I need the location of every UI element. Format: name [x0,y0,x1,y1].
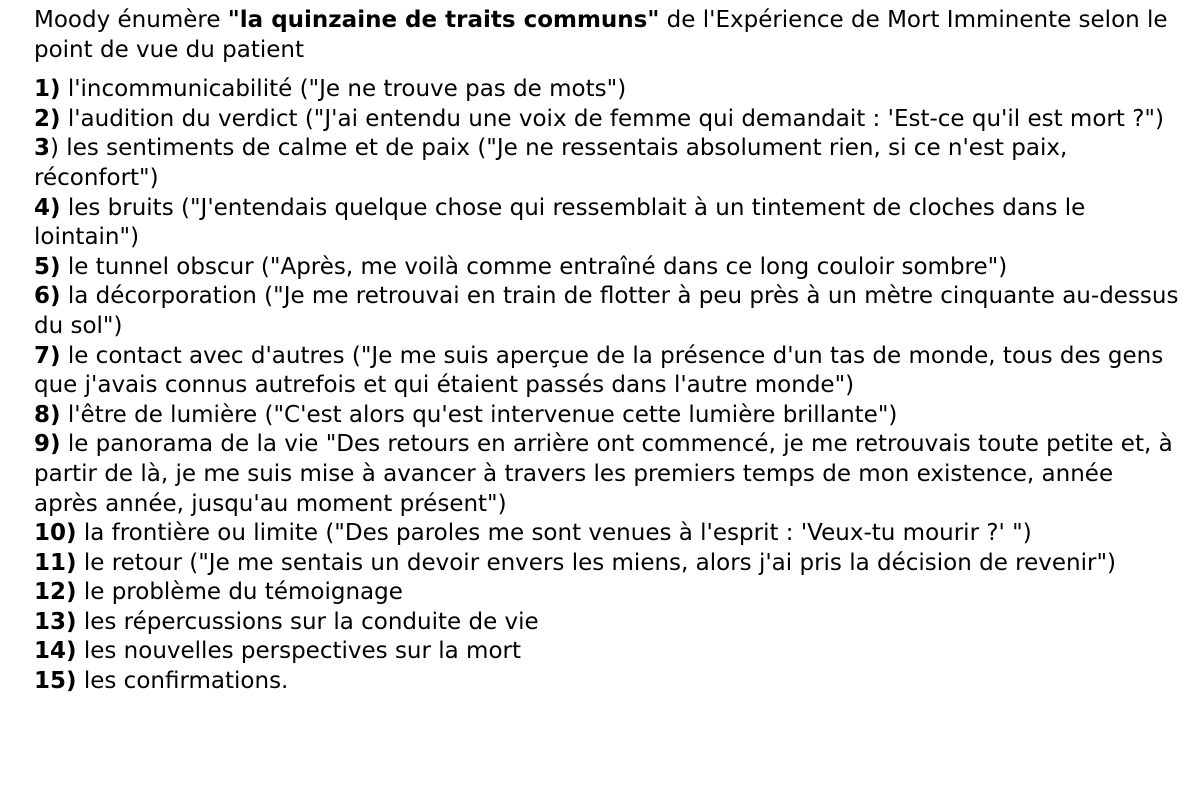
intro-paragraph [34,6,1184,65]
item-text: l'être de lumière ("C'est alors qu'est intervenue cette lumière brillante") [60,401,898,428]
list-item [34,134,1184,193]
item-number: 8) [34,401,61,428]
item-number: 7) [34,342,61,369]
item-text: les bruits ("J'entendais quelque chose qui ressemblait à un tintement de cloches dans le lointain") [34,194,1086,251]
item-number: 10) [34,520,77,547]
list-item [34,430,1184,519]
item-number-paren: ) [50,135,59,162]
item-text: le problème du témoignage [76,579,403,606]
list-item [34,75,1184,105]
list-item [34,519,1184,549]
item-text: le retour ("Je me sentais un devoir envers les miens, alors j'ai pris la décision de revenir") [76,549,1117,576]
intro-after: de l'Expérience de Mort Imminente selon le point de vue du patient [34,7,1168,63]
list-item [34,401,1184,431]
item-number: 14) [34,638,77,665]
item-number: 6) [34,283,61,310]
list-item [34,105,1184,135]
item-number: 12) [34,579,77,606]
list-item [34,578,1184,608]
item-text: les nouvelles perspectives sur la mort [76,638,522,665]
item-text: la décorporation ("Je me retrouvai en train de flotter à peu près à un mètre cinquante au-dessus du sol") [34,283,1179,339]
item-number: 15) [34,668,77,695]
item-text: l'incommunicabilité ("Je ne trouve pas de mots") [60,76,627,103]
item-number: 5) [34,253,61,280]
intro-bold-phrase: "la quinzaine de traits communs" [227,7,660,33]
item-number: 13) [34,608,77,635]
list-item [34,549,1184,579]
list-item [34,253,1184,283]
item-number: 1) [34,76,61,103]
item-number: 2) [34,105,61,132]
item-number: 3 [34,135,51,162]
list-item [34,342,1184,401]
list-item [34,194,1184,253]
item-text: les confirmations. [76,668,289,695]
traits-list [34,75,1184,696]
item-text: le tunnel obscur ("Après, me voilà comme entraîné dans ce long couloir sombre") [60,253,1008,280]
item-text: le panorama de la vie "Des retours en arrière ont commencé, je me retrouvais toute petite et, à partir de là, je me suis mise à avancer à travers les premiers temps de mon existence, année après année, jusqu'au moment présent") [34,431,1173,517]
document-body [34,6,1184,697]
item-number: 4) [34,194,61,221]
item-text: les sentiments de calme et de paix ("Je ne ressentais absolument rien, si ce n'est paix, réconfort") [34,135,1068,191]
item-number: 9) [34,431,61,458]
item-text: le contact avec d'autres ("Je me suis aperçue de la présence d'un tas de monde, tous des gens que j'avais connus autrefois et qui étaient passés dans l'autre monde") [34,342,1164,399]
list-item [34,608,1184,638]
item-text: l'audition du verdict ("J'ai entendu une voix de femme qui demandait : 'Est-ce qu'il est mort ?") [60,105,1164,132]
item-text: les répercussions sur la conduite de vie [76,608,539,635]
list-item [34,667,1184,697]
item-text: la frontière ou limite ("Des paroles me sont venues à l'esprit : 'Veux-tu mourir ?' ") [76,520,1032,547]
item-number: 11) [34,549,77,576]
list-item [34,282,1184,341]
intro-before: Moody énumère [34,7,228,33]
list-item [34,637,1184,667]
